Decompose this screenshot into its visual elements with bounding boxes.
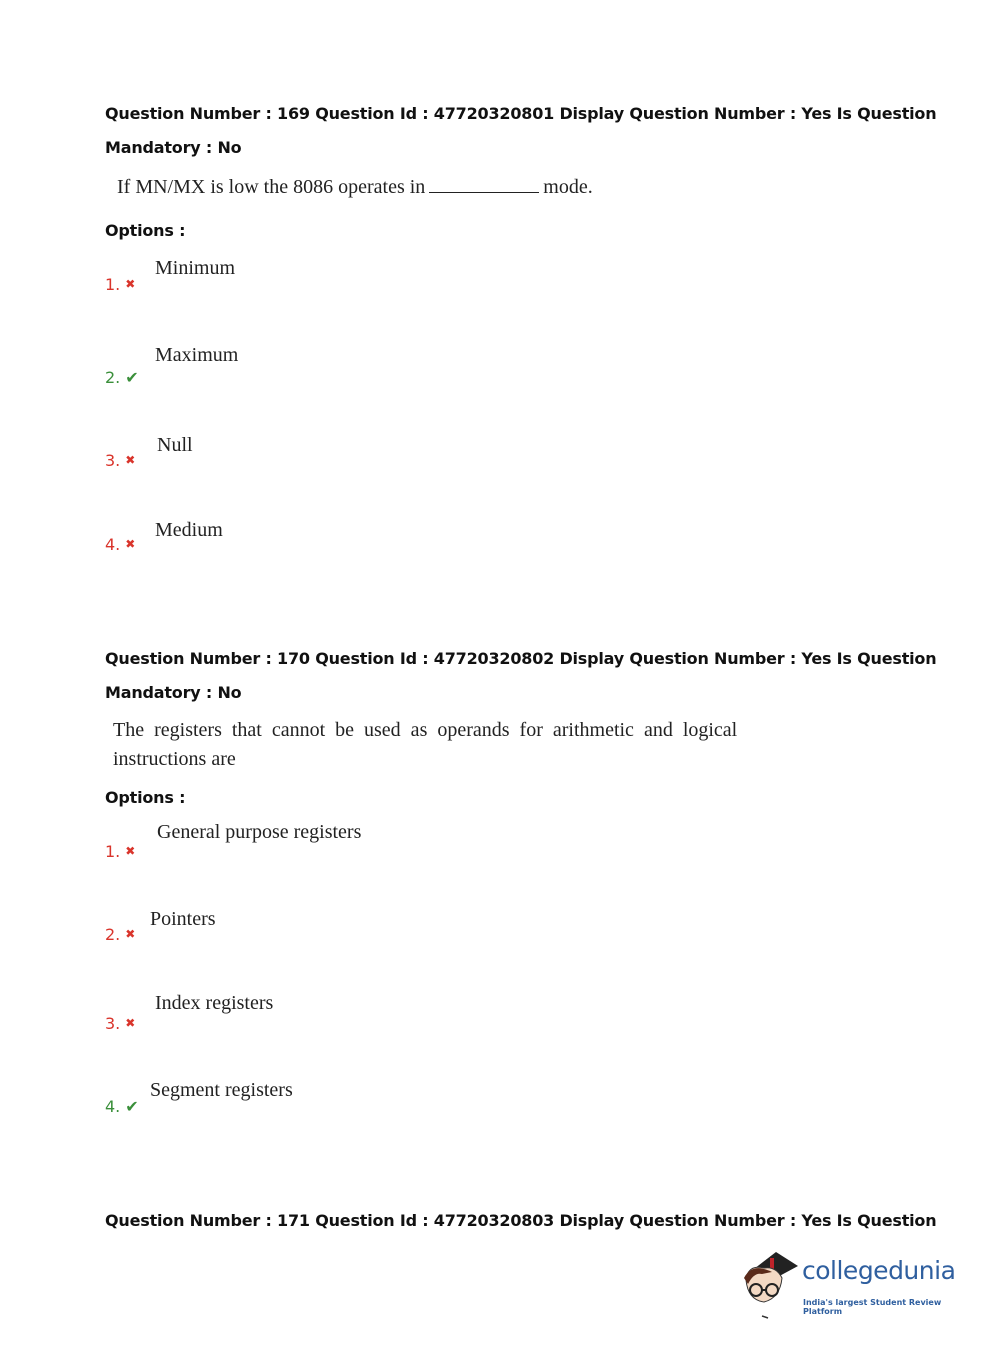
question-mandatory: Mandatory : No (105, 138, 242, 157)
option-number (105, 1014, 135, 1033)
cross-icon: ✖ (125, 844, 136, 858)
question-text: instructions are (113, 748, 236, 770)
collegedunia-logo (742, 1250, 972, 1320)
option-text: General purpose registers (157, 821, 362, 843)
option-number-label: 3. (105, 451, 121, 470)
option-number (105, 842, 135, 861)
option-number-label: 2. (105, 925, 121, 944)
option-text: Index registers (155, 992, 274, 1014)
question-header: Question Number : 170 Question Id : 47720320802 Display Question Number : Yes Is Question (105, 649, 937, 668)
check-icon: ✔ (125, 1097, 139, 1116)
cross-icon: ✖ (125, 453, 136, 467)
question-text-part: mode. (543, 176, 593, 198)
option-text: Null (157, 434, 193, 456)
option-number-label: 4. (105, 1097, 121, 1116)
option-number (105, 535, 135, 554)
blank-line (429, 192, 539, 193)
options-label: Options : (105, 221, 186, 240)
logo-tagline: India's largest Student Review Platform (803, 1298, 942, 1316)
question-header: Question Number : 171 Question Id : 47720320803 Display Question Number : Yes Is Question (105, 1211, 937, 1230)
cross-icon: ✖ (125, 1016, 136, 1030)
question-text (117, 176, 593, 199)
check-icon: ✔ (125, 368, 139, 387)
option-number (105, 275, 135, 294)
option-number-label: 1. (105, 842, 121, 861)
option-number-label: 1. (105, 275, 121, 294)
question-header: Question Number : 169 Question Id : 47720320801 Display Question Number : Yes Is Question (105, 104, 937, 123)
question-text: The registers that cannot be used as operands for arithmetic and logical (113, 719, 738, 741)
option-text: Segment registers (150, 1079, 293, 1101)
cross-icon: ✖ (125, 927, 136, 941)
option-text: Pointers (150, 908, 216, 930)
option-number (105, 925, 135, 944)
option-text: Minimum (155, 257, 236, 279)
logo-wordmark: collegedunia (802, 1256, 956, 1285)
cross-icon: ✖ (125, 277, 136, 291)
cross-icon: ✖ (125, 537, 136, 551)
option-number-label: 4. (105, 535, 121, 554)
option-number-label: 2. (105, 368, 121, 387)
option-number-label: 3. (105, 1014, 121, 1033)
options-label: Options : (105, 788, 186, 807)
option-number (105, 368, 139, 387)
option-text: Medium (155, 519, 223, 541)
question-text-part: If MN/MX is low the 8086 operates in (117, 176, 426, 198)
mascot-icon (742, 1250, 802, 1320)
question-mandatory: Mandatory : No (105, 683, 242, 702)
option-number (105, 1097, 139, 1116)
option-text: Maximum (155, 344, 239, 366)
option-number (105, 451, 135, 470)
